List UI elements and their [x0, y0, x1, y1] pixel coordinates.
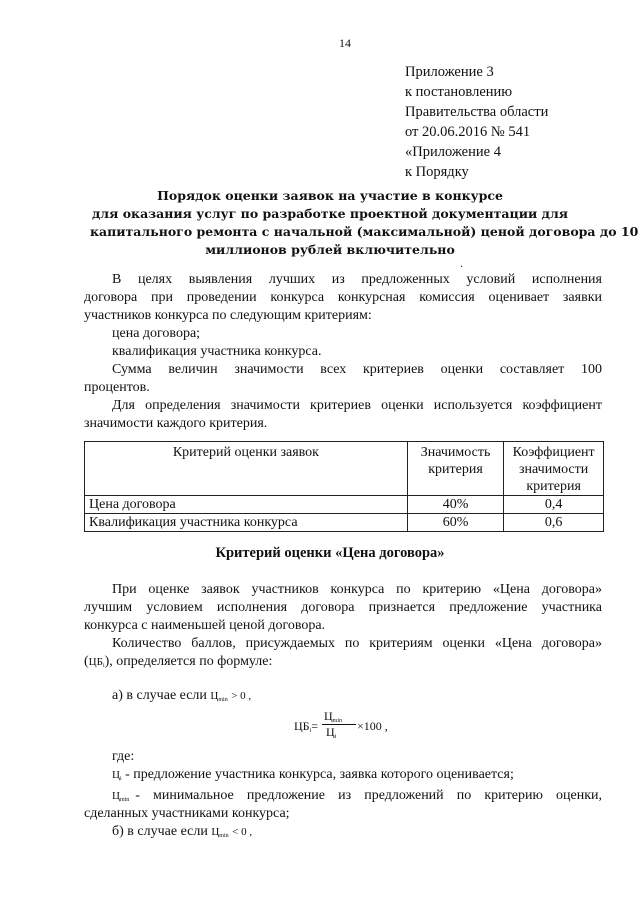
table-header-row [85, 442, 604, 496]
intro-p2-line2: процентов. [84, 380, 150, 395]
header-significance [407, 442, 503, 496]
cell-significance: 60% [407, 514, 503, 532]
case-a-condition: > 0 , [231, 690, 252, 702]
definition-text: - предложение участника конкурса, заявка которого оценивается; [125, 767, 514, 782]
num-sub: min [332, 718, 343, 724]
case-a [112, 687, 251, 707]
cb-subscript: i [102, 663, 105, 669]
cell-significance: 40% [407, 496, 503, 514]
header-coefficient [504, 442, 604, 496]
definition-cmin-line2: сделанных участниками конкурса; [84, 806, 290, 821]
header-text: критерия [428, 462, 483, 477]
attachment-line: Правительства области [405, 104, 549, 120]
cell-coefficient: 0,4 [504, 496, 604, 514]
section-p2-line1: Количество баллов, присуждаемых по критериям оценки «Цена договора» [112, 636, 602, 651]
formula-cb-sub: i [309, 728, 312, 734]
c-subscript: min [219, 833, 229, 839]
cell-criterion: Квалификация участника конкурса [85, 514, 408, 532]
intro-p1-line1: В целях выявления лучших из предложенных условий исполнения [112, 272, 602, 287]
title-line: миллионов рублей включительно [205, 242, 455, 257]
title-line: для оказания услуг по разработке проектной документации для [91, 206, 569, 221]
criteria-list-item: цена договора; [112, 326, 201, 341]
section-p1-line1: При оценке заявок участников конкурса по критерию «Цена договора» [112, 582, 602, 597]
ci-subscript: i [119, 776, 122, 782]
p2-text: ), определяется по формуле: [104, 654, 273, 669]
num-symbol: Ц [324, 709, 333, 723]
attachment-line: к Порядку [405, 164, 469, 180]
case-b [112, 823, 252, 843]
intro-p3-line1: Для определения значимости критериев оценки используется коэффициент [112, 398, 602, 413]
definition-text: - минимальное предложение из предложений по критерию оценки, [135, 788, 602, 803]
header-text: значимости [519, 462, 589, 477]
den-sub: i [334, 734, 337, 740]
section-p2-line2 [84, 653, 272, 673]
intro-p2-line1: Сумма величин значимости всех критериев оценки составляет 100 [112, 362, 602, 377]
fraction-denominator [326, 725, 336, 740]
table-row [85, 496, 604, 514]
attachment-line: к постановлению [405, 84, 513, 100]
page-number: 14 [339, 36, 351, 50]
where-label: где: [112, 749, 135, 764]
criteria-table [84, 441, 604, 532]
section-p1-line3: конкурса с наименьшей ценой договора. [84, 618, 326, 633]
section-p1-line2: лучшим условием исполнения договора признается предложение участника [84, 600, 602, 615]
c-subscript: min [218, 697, 228, 703]
formula-lhs [294, 719, 318, 734]
intro-p3-line2: значимости каждого критерия. [84, 416, 268, 431]
stray-dot: · [460, 262, 464, 273]
section-title: Критерий оценки «Цена договора» [215, 545, 445, 561]
c-symbol: Ц [211, 826, 220, 838]
intro-p1-line3: участников конкурса по следующим критериям: [84, 308, 372, 323]
case-b-text: б) в случае если [112, 824, 208, 839]
case-a-text: а) в случае если [112, 688, 207, 703]
case-b-condition: < 0 , [232, 826, 253, 838]
cmin-symbol: Ц [112, 790, 120, 802]
header-text: Значимость [420, 445, 491, 460]
document-title [90, 187, 639, 259]
formula-rhs: ×100 , [357, 719, 388, 733]
formula-eq: = [311, 719, 319, 733]
intro-p1-line2: договора при проведении конкурса конкурсная комиссия оценивает заявки [84, 290, 602, 305]
criteria-list-item: квалификация участника конкурса. [112, 344, 322, 359]
attachment-block [405, 62, 548, 182]
table-row [85, 514, 604, 532]
attachment-line: от 20.06.2016 № 541 [405, 124, 531, 140]
title-line: капитального ремонта с начальной (максимальной) ценой договора до 10 [90, 224, 639, 239]
ci-symbol: Ц [112, 769, 120, 781]
attachment-line: «Приложение 4 [405, 144, 501, 160]
definition-cmin [112, 787, 602, 807]
c-symbol: Ц [210, 690, 219, 702]
cb-symbol: ЦБ [88, 656, 103, 668]
den-symbol: Ц [326, 725, 335, 739]
formula-cb: ЦБ [294, 719, 310, 733]
cmin-subscript: min [119, 797, 130, 803]
header-text: Коэффициент [512, 445, 595, 460]
header-text: критерия [526, 479, 581, 494]
paren: ( [84, 654, 89, 669]
title-line: Порядок оценки заявок на участие в конкурсе [157, 188, 503, 203]
definition-ci [112, 766, 514, 786]
cell-coefficient: 0,6 [504, 514, 604, 532]
attachment-line: Приложение 3 [405, 64, 494, 80]
header-criterion: Критерий оценки заявок [85, 442, 408, 496]
fraction-numerator [324, 709, 342, 724]
cell-criterion: Цена договора [85, 496, 408, 514]
